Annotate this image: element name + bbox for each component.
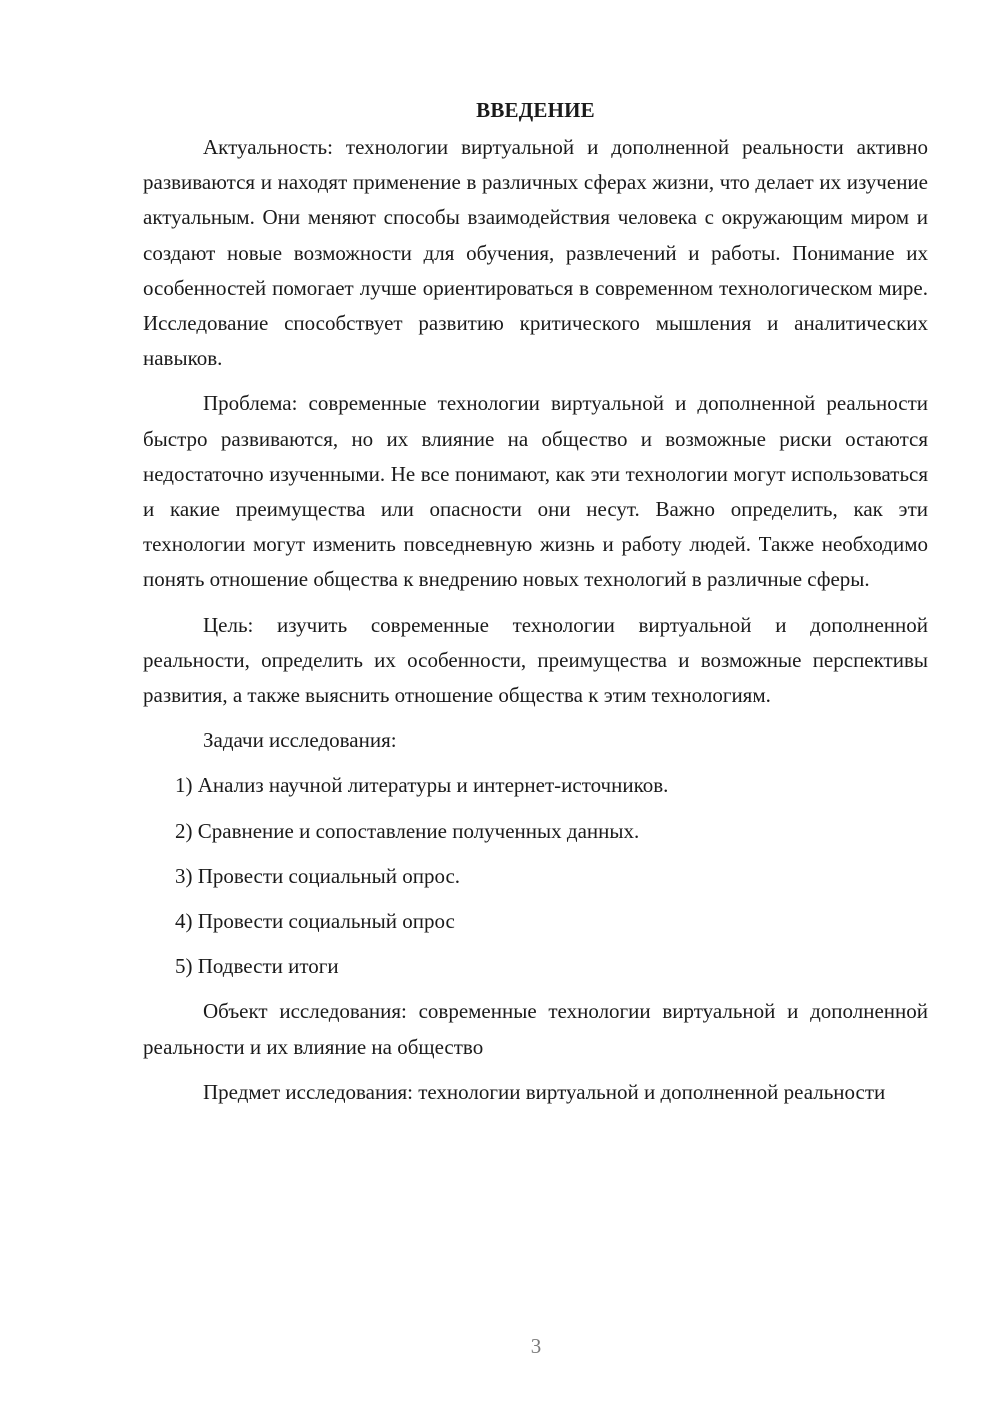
task-item-3: 3) Провести социальный опрос. [175, 863, 461, 888]
paragraph-object: Объект исследования: современные технологии виртуальной и дополненной реальности и их влияние на общество [143, 999, 928, 1059]
page-number: 3 [530, 1334, 542, 1358]
task-item-5: 5) Подвести итоги [175, 954, 339, 979]
paragraph-problem: Проблема: современные технологии виртуальной и дополненной реальности быстро развиваются, но их влияние на общество и возможные риски остаются недостаточно изученными. Не все понимают, как эти технологии могут использоваться и какие преимущества или опасности они несут. Важно определить, как эти технологии могут изменить повседневную жизнь и работу людей. Также необходимо понять отношение общества к внедрению новых технологий в различные сферы. [143, 391, 928, 592]
task-item-4: 4) Провести социальный опрос [175, 909, 455, 934]
paragraph-relevance: Актуальность: технологии виртуальной и дополненной реальности активно развиваются и находят применение в различных сферах жизни, что делает их изучение актуальным. Они меняют способы взаимодействия человека с окружающим миром и создают новые возможности для обучения, развлечений и работы. Понимание их особенностей помогает лучше ориентироваться в современном технологическом мире. Исследование способствует развитию критического мышления и аналитических навыков. [143, 135, 928, 371]
task-item-2: 2) Сравнение и сопоставление полученных данных. [175, 818, 640, 843]
section-heading: ВВЕДЕНИЕ [476, 98, 595, 122]
task-item-1: 1) Анализ научной литературы и интернет-источников. [175, 773, 669, 798]
tasks-title: Задачи исследования: [203, 728, 397, 753]
tasks-list [143, 768, 928, 984]
page-content [143, 90, 928, 1120]
paragraph-goal: Цель: изучить современные технологии виртуальной и дополненной реальности, определить их особенности, преимущества и возможные перспективы развития, а также выяснить отношение общества к этим технологиям. [143, 612, 928, 708]
paragraph-subject: Предмет исследования: технологии виртуальной и дополненной реальности [203, 1079, 886, 1104]
